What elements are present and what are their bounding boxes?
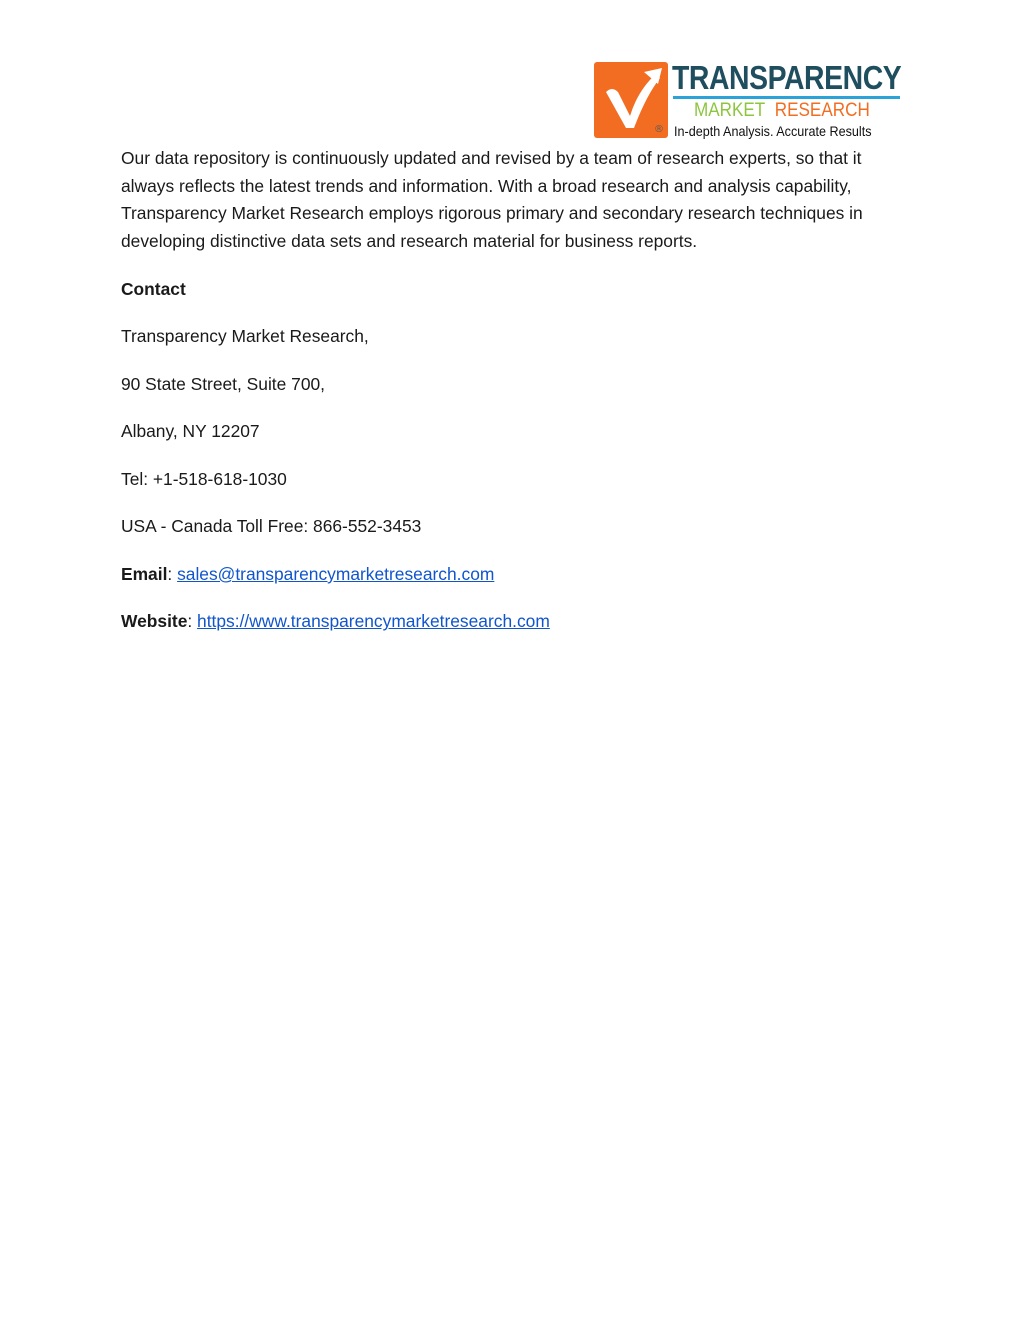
email-link[interactable]: sales@transparencymarketresearch.com: [177, 563, 495, 584]
email-label: Email: [121, 563, 168, 584]
contact-email-row: [121, 561, 911, 588]
contact-company: Transparency Market Research,: [121, 326, 369, 347]
logo-tagline: In-depth Analysis. Accurate Results: [674, 123, 872, 139]
contact-street: 90 State Street, Suite 700,: [121, 373, 325, 394]
intro-paragraph: Our data repository is continuously updated and revised by a team of research experts, so that it always reflects the latest trends and information. With a broad research and analysis capability, Transparency Market Research employs rigorous primary and secondary research techniques in developing distinctive data sets and research material for business reports.: [121, 148, 863, 251]
contact-tel: Tel: +1-518-618-1030: [121, 468, 287, 489]
website-label: Website: [121, 611, 188, 632]
logo-divider: [673, 96, 900, 99]
company-logo: [594, 59, 902, 140]
website-separator: :: [187, 611, 198, 632]
contact-website-row: [121, 608, 911, 635]
email-separator: :: [167, 563, 178, 584]
contact-toll-free: USA - Canada Toll Free: 866-552-3453: [121, 516, 422, 537]
logo-sub-research: RESEARCH: [774, 100, 870, 121]
website-link[interactable]: https://www.transparencymarketresearch.com: [197, 611, 550, 632]
contact-heading: Contact: [121, 278, 186, 299]
contact-city: Albany, NY 12207: [121, 421, 260, 442]
logo-sub-market: MARKET: [694, 100, 766, 121]
logo-subtitle: [694, 100, 870, 122]
document-body: [121, 145, 911, 635]
registered-mark: ®: [654, 124, 664, 135]
logo-name: TRANSPARENCY: [672, 59, 902, 96]
